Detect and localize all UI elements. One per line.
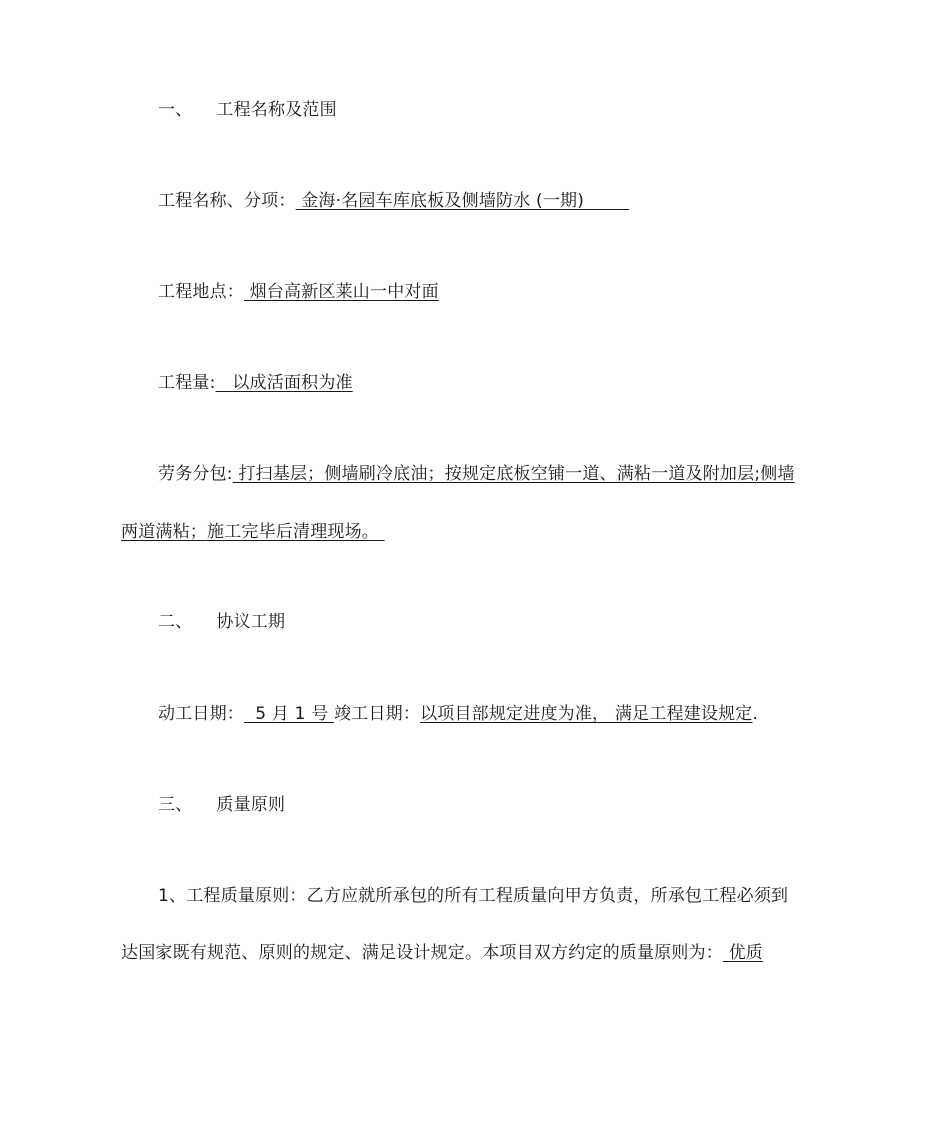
field-value: 以成活面积为准 — [215, 373, 353, 393]
field-label: 劳务分包: — [158, 464, 233, 484]
start-date-label: 动工日期： — [158, 704, 244, 724]
start-date-value: 5 月 1 号 — [244, 704, 335, 724]
section-heading-3 — [158, 793, 285, 817]
field-label: 工程名称、分项： — [158, 191, 296, 211]
end-date-label: 竣工日期： — [334, 704, 421, 724]
section-title: 工程名称及范围 — [216, 100, 337, 120]
labor-row — [158, 462, 795, 486]
location-row — [158, 280, 439, 304]
schedule-row — [158, 702, 758, 726]
end-date-value: 以项目部规定进度为准， 满足工程建设规定 — [420, 704, 753, 724]
field-label: 工程量: — [158, 373, 216, 393]
field-label: 工程地点： — [158, 282, 244, 302]
labor-row-continued — [121, 520, 385, 544]
quality-standard-value: 优质 — [723, 943, 764, 963]
field-value: 两道满粘；施工完毕后清理现场。 — [121, 522, 385, 542]
quality-paragraph-line-2 — [121, 941, 763, 965]
section-heading-1 — [158, 98, 337, 122]
section-number: 三、 — [158, 795, 193, 815]
end-period: . — [752, 704, 759, 724]
paragraph-text: 达国家既有规范、原则的规定、满足设计规定。本项目双方约定的质量原则为： — [121, 943, 723, 963]
section-title: 质量原则 — [216, 795, 286, 815]
section-number: 一、 — [158, 100, 193, 120]
project-name-row — [158, 189, 629, 213]
paragraph-text: 1、工程质量原则：乙方应就所承包的所有工程质量向甲方负责，所承包工程必须到 — [158, 886, 789, 906]
section-title: 协议工期 — [216, 612, 286, 632]
field-value: 打扫基层；侧墙刷冷底油；按规定底板空铺一道、满粘一道及附加层;侧墙 — [232, 464, 795, 484]
section-heading-2 — [158, 610, 285, 634]
field-value: 金海·名园车库底板及侧墙防水 (一期) — [295, 191, 629, 211]
field-value: 烟台高新区莱山一中对面 — [244, 282, 439, 302]
quantity-row — [158, 371, 353, 395]
quality-paragraph-line-1 — [158, 884, 788, 908]
section-number: 二、 — [158, 612, 193, 632]
